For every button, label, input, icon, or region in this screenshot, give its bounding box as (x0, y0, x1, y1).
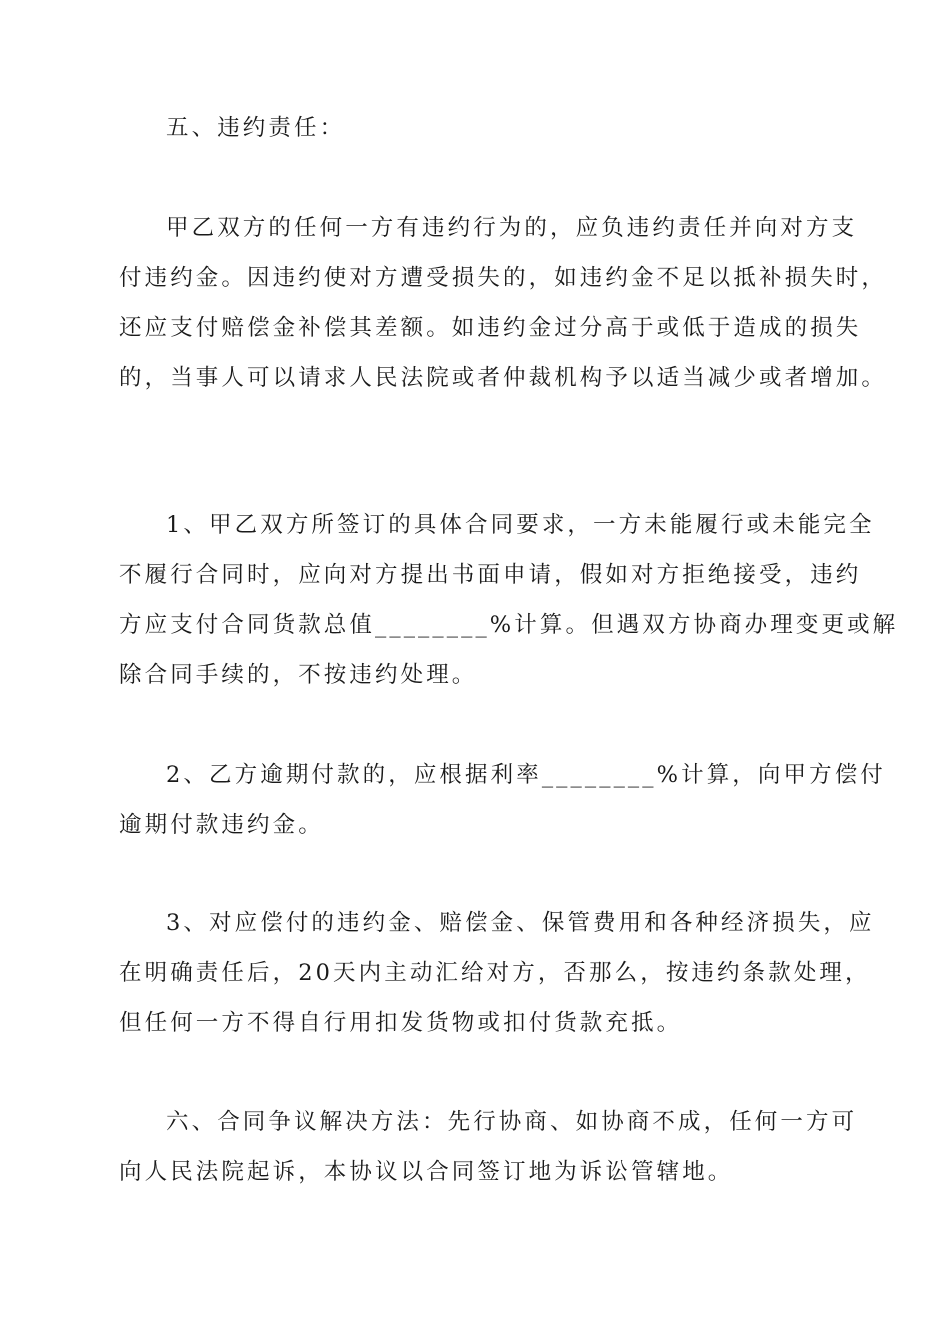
clause-item-1 (119, 500, 899, 700)
text-line: 还应支付赔偿金补偿其差额。如违约金过分高于或低于造成的损失 (119, 315, 862, 341)
text-line: 3、对应偿付的违约金、赔偿金、保管费用和各种经济损失，应 (166, 910, 875, 936)
text-line: 但任何一方不得自行用扣发货物或扣付货款充抵。 (119, 1010, 683, 1036)
text-line: 逾期付款违约金。 (119, 812, 324, 838)
text-line: 2、乙方逾期付款的，应根据利率________%计算，向甲方偿付 (166, 762, 886, 788)
text-line: 付违约金。因违约使对方遭受损失的，如违约金不足以抵补损失时， (119, 265, 888, 291)
text-line: 1、甲乙双方所签订的具体合同要求，一方未能履行或未能完全 (166, 512, 875, 538)
text-line: 除合同手续的，不按违约处理。 (119, 662, 478, 688)
text-line: 在明确责任后，20天内主动汇给对方，否那么，按违约条款处理， (119, 960, 871, 986)
text-line: 向人民法院起诉，本协议以合同签订地为诉讼管辖地。 (119, 1159, 734, 1185)
clause-item-3 (119, 898, 875, 1048)
text-line: 不履行合同时，应向对方提出书面申请，假如对方拒绝接受，违约 (119, 562, 862, 588)
section-heading-breach-liability (119, 103, 833, 153)
text-line: 五、违约责任： (166, 115, 346, 141)
clause-item-2 (119, 750, 886, 850)
text-line: 甲乙双方的任何一方有违约行为的，应负违约责任并向对方支 (166, 215, 858, 241)
paragraph-breach-general (119, 203, 888, 403)
text-line: 方应支付合同货款总值________%计算。但遇双方协商办理变更或解 (119, 612, 899, 638)
text-line: 的，当事人可以请求人民法院或者仲裁机构予以适当减少或者增加。 (119, 365, 888, 391)
section-heading-dispute-resolution (119, 1097, 858, 1197)
text-line: 六、合同争议解决方法：先行协商、如协商不成，任何一方可 (166, 1109, 858, 1135)
